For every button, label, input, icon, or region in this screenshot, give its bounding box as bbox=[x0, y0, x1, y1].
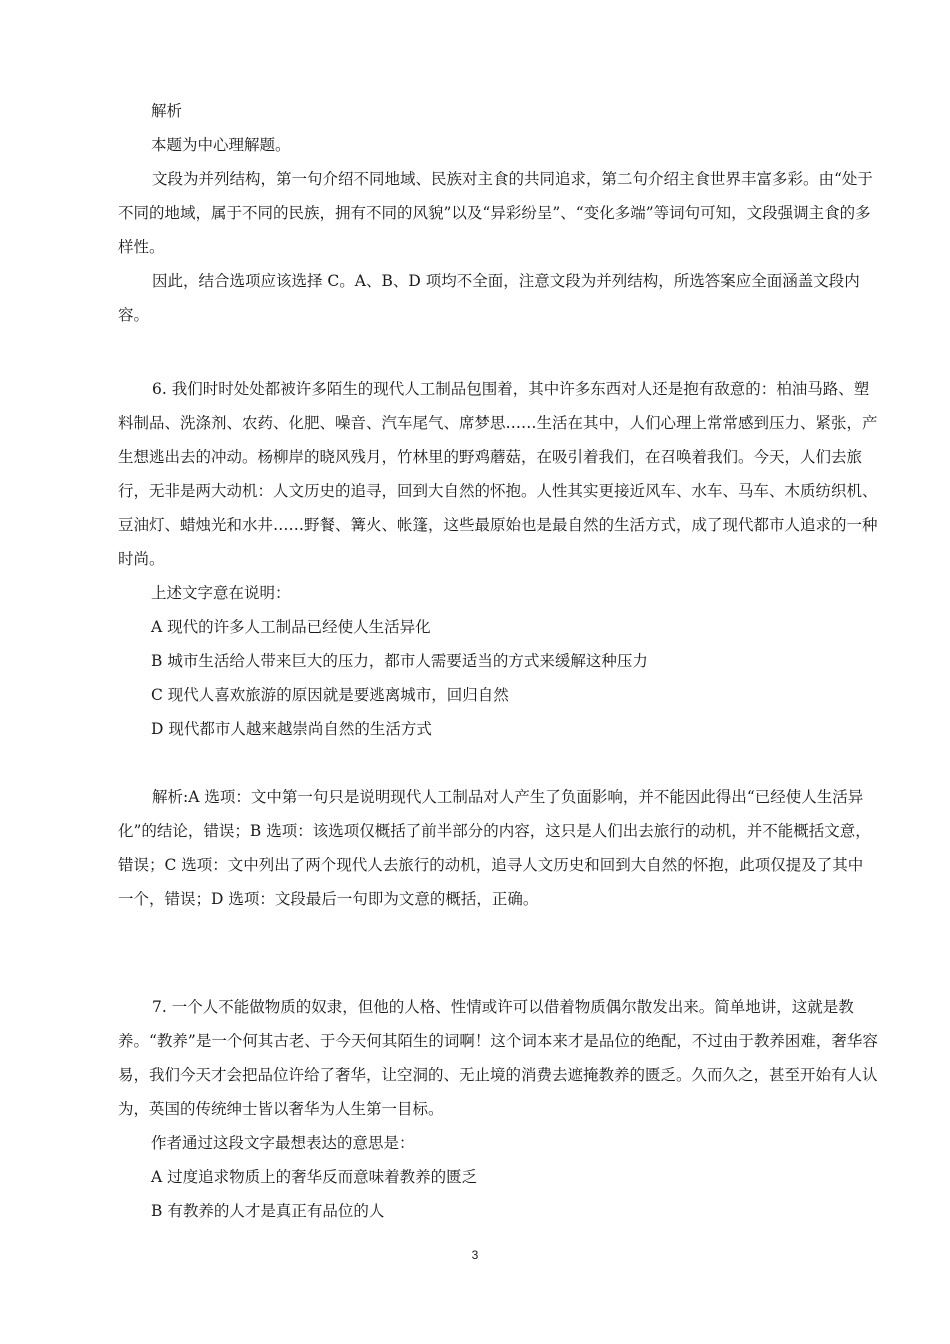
question-7-stem: 7. 一个人不能做物质的奴隶，但他的人格、性情或许可以借着物质偶尔散发出来。简单地讲，这就是教养。“教养”是一个何其古老、于今天何其陌生的词啊！这个词本来才是品位的绝配，不过由于教养困难，奢华容易，我们今天才会把品位许给了奢华，让空洞的、无止境的消费去遮掩教养的匮乏。久而久之，甚至开始有人认为，英国的传统绅士皆以奢华为人生第一目标。 bbox=[118, 998, 878, 1118]
page-number: 3 bbox=[471, 1248, 479, 1262]
spacer bbox=[118, 746, 878, 780]
question-type-line: 本题为中心理解题。 bbox=[151, 136, 291, 154]
analysis-paragraph: 文段为并列结构，第一句介绍不同地域、民族对主食的共同追求，第二句介绍主食世界丰富多彩。由“处于不同的地域，属于不同的民族，拥有不同的风貌”以及“异彩纷呈”、“变化多端”等词句可知，文段强调主食的多样性。 bbox=[118, 170, 873, 256]
analysis-label: 解析 bbox=[151, 102, 183, 120]
question-7-prompt: 作者通过这段文字最想表达的意思是： bbox=[151, 1134, 415, 1152]
question-6-stem: 6. 我们时时处处都被许多陌生的现代人工制品包围着，其中许多东西对人还是抱有敌意的：柏油马路、塑料制品、洗涤剂、农药、化肥、噪音、汽车尾气、席梦思……生活在其中，人们心理上常常感到压力、紧张，产生想逃出去的冲动。杨柳岸的晓风残月，竹林里的野鸡蘑菇，在吸引着我们，在召唤着我们。今天，人们去旅行，无非是两大动机：人文历史的追寻，回到大自然的怀抱。人性其实更接近风车、水车、马车、木质纺织机、豆油灯、蜡烛光和水井……野餐、篝火、帐篷，这些最原始也是最自然的生活方式，成了现代都市人追求的一种时尚。 bbox=[118, 380, 878, 568]
question-7 bbox=[118, 990, 878, 1228]
question-6-option-a: A 现代的许多人工制品已经使人生活异化 bbox=[151, 618, 431, 636]
analysis-section-q5 bbox=[118, 94, 878, 332]
question-6-analysis: 解析:A 选项：文中第一句只是说明现代人工制品对人产生了负面影响，并不能因此得出“已经使人生活异化”的结论，错误；B 选项：该选项仅概括了前半部分的内容，这只是人们出去旅行的动机，并不能概括文意，错误；C 选项：文中列出了两个现代人去旅行的动机，追寻人文历史和回到大自然的怀抱，此项仅提及了其中一个，错误；D 选项：文段最后一句即为文意的概括，正确。 bbox=[118, 788, 871, 908]
question-6 bbox=[118, 372, 878, 916]
question-6-option-c: C 现代人喜欢旅游的原因就是要逃离城市，回归自然 bbox=[151, 686, 509, 704]
question-6-option-d: D 现代都市人越来越崇尚自然的生活方式 bbox=[151, 720, 432, 738]
question-6-prompt: 上述文字意在说明： bbox=[151, 584, 291, 602]
question-7-option-a: A 过度追求物质上的奢华反而意味着教养的匮乏 bbox=[151, 1168, 478, 1186]
analysis-conclusion: 因此，结合选项应该选择 C。A、B、D 项均不全面，注意文段为并列结构，所选答案应全面涵盖文段内容。 bbox=[118, 272, 860, 324]
question-7-option-b: B 有教养的人才是真正有品位的人 bbox=[151, 1202, 385, 1220]
question-6-option-b: B 城市生活给人带来巨大的压力，都市人需要适当的方式来缓解这种压力 bbox=[151, 652, 648, 670]
